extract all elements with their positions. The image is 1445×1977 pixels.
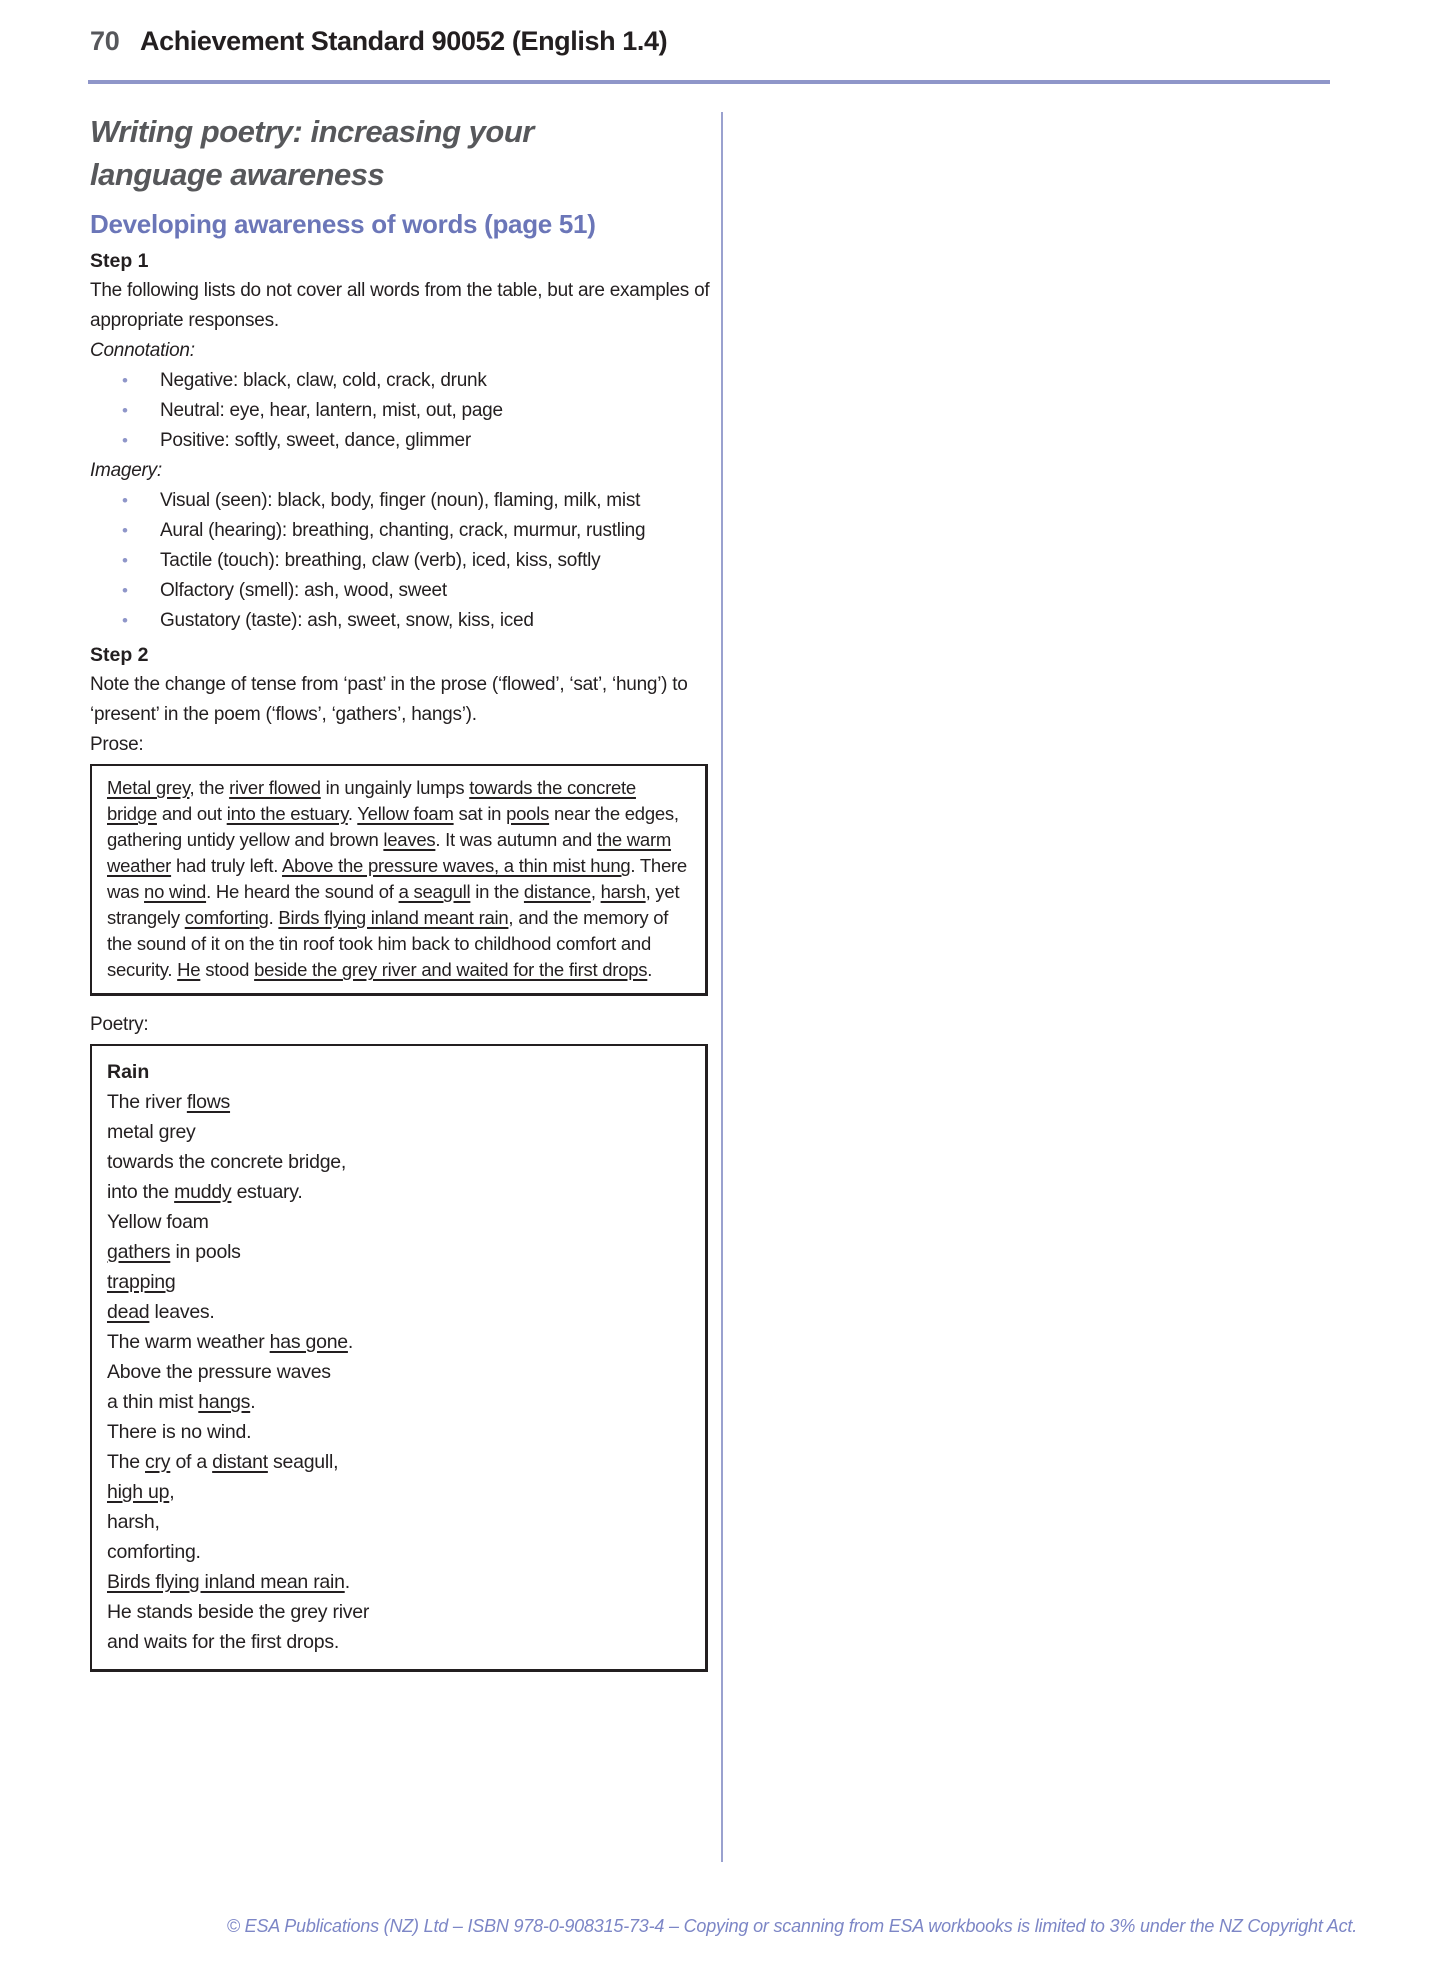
bullet-icon: • <box>122 431 128 450</box>
poem-line: a thin mist hangs. <box>107 1391 256 1413</box>
poem-line: comforting. <box>107 1541 201 1563</box>
list-item <box>90 486 735 516</box>
imagery-list <box>90 486 735 636</box>
bullet-icon: • <box>122 371 128 390</box>
list-item <box>90 426 735 456</box>
article-title: Writing poetry: increasing your language awareness <box>90 114 534 192</box>
list-item-text: Visual (seen): black, body, finger (noun), flaming, milk, mist <box>160 490 641 511</box>
list-item-text: Aural (hearing): breathing, chanting, crack, murmur, rustling <box>160 520 646 541</box>
step2-label: Step 2 <box>90 644 149 666</box>
page-number: 70 <box>90 26 120 56</box>
connotation-list <box>90 366 735 456</box>
step2-note: Note the change of tense from ‘past’ in the prose (‘flowed’, ‘sat’, ‘hung’) to ‘present’ in the poem (‘flows’, ‘gathers’, hangs’). <box>90 674 688 725</box>
poem-line: Birds flying inland mean rain. <box>107 1571 350 1593</box>
footer-copyright: © ESA Publications (NZ) Ltd – ISBN 978-0-908315-73-4 – Copying or scanning from ESA workbooks is limited to 3% under the NZ Copyright Act. <box>226 1916 1357 1936</box>
bullet-icon: • <box>122 611 128 630</box>
bullet-icon: • <box>122 581 128 600</box>
poem-line: into the muddy estuary. <box>107 1181 303 1203</box>
poem-line: The cry of a distant seagull, <box>107 1451 339 1473</box>
list-item-text: Positive: softly, sweet, dance, glimmer <box>160 430 471 451</box>
step1-intro: The following lists do not cover all words from the table, but are examples of appropriate responses. <box>90 280 710 331</box>
poetry-label: Poetry: <box>90 1014 149 1035</box>
imagery-label: Imagery: <box>90 460 162 481</box>
bullet-icon: • <box>122 521 128 540</box>
poem-line: towards the concrete bridge, <box>107 1151 347 1173</box>
list-item-text: Gustatory (taste): ash, sweet, snow, kiss, iced <box>160 610 534 631</box>
list-item-text: Tactile (touch): breathing, claw (verb), iced, kiss, softly <box>160 550 601 571</box>
list-item <box>90 396 735 426</box>
list-item <box>90 516 735 546</box>
section-heading: Developing awareness of words (page 51) <box>90 209 596 239</box>
list-item <box>90 576 735 606</box>
prose-text: Metal grey, the river flowed in ungainly lumps towards the concrete bridge and out into the estuary. Yellow foam sat in pools near the edges, gathering untidy yellow and brown leaves. It was autumn and the warm weather had truly left. Above the pressure waves, a thin mist hung. There was no wind. He heard the sound of a seagull in the distance, harsh, yet strangely comforting. Birds flying inland meant rain, and the memory of the sound of it on the tin roof took him back to childhood comfort and security. He stood beside the grey river and waited for the first drops. <box>107 777 687 980</box>
header-rule <box>88 80 1330 84</box>
poem-line: The warm weather has gone. <box>107 1331 354 1353</box>
poem-line: gathers in pools <box>107 1241 241 1263</box>
poem-line: Yellow foam <box>107 1211 209 1233</box>
prose-label: Prose: <box>90 734 144 755</box>
bullet-icon: • <box>122 551 128 570</box>
poem-box <box>90 1044 708 1672</box>
list-item <box>90 366 735 396</box>
poem-line: harsh, <box>107 1511 160 1533</box>
step1-label: Step 1 <box>90 250 149 272</box>
list-item <box>90 606 735 636</box>
prose-box <box>90 764 708 996</box>
poem-line: Above the pressure waves <box>107 1361 331 1383</box>
poem-line: metal grey <box>107 1121 196 1143</box>
poem-line: There is no wind. <box>107 1421 252 1443</box>
bullet-icon: • <box>122 401 128 420</box>
list-item-text: Olfactory (smell): ash, wood, sweet <box>160 580 447 601</box>
list-item-text: Neutral: eye, hear, lantern, mist, out, page <box>160 400 503 421</box>
poem-line: trapping <box>107 1271 176 1293</box>
poem-line: He stands beside the grey river <box>107 1601 370 1623</box>
list-item <box>90 546 735 576</box>
connotation-label: Connotation: <box>90 340 195 361</box>
poem-line: dead leaves. <box>107 1301 215 1323</box>
poem-line: and waits for the first drops. <box>107 1631 340 1653</box>
bullet-icon: • <box>122 491 128 510</box>
poem-line: high up, <box>107 1481 175 1503</box>
list-item-text: Negative: black, claw, cold, crack, drunk <box>160 370 487 391</box>
poem-line: The river flows <box>107 1091 231 1113</box>
poem-title: Rain <box>107 1061 150 1083</box>
header-title: Achievement Standard 90052 (English 1.4) <box>140 26 668 56</box>
content-column <box>90 110 735 1672</box>
